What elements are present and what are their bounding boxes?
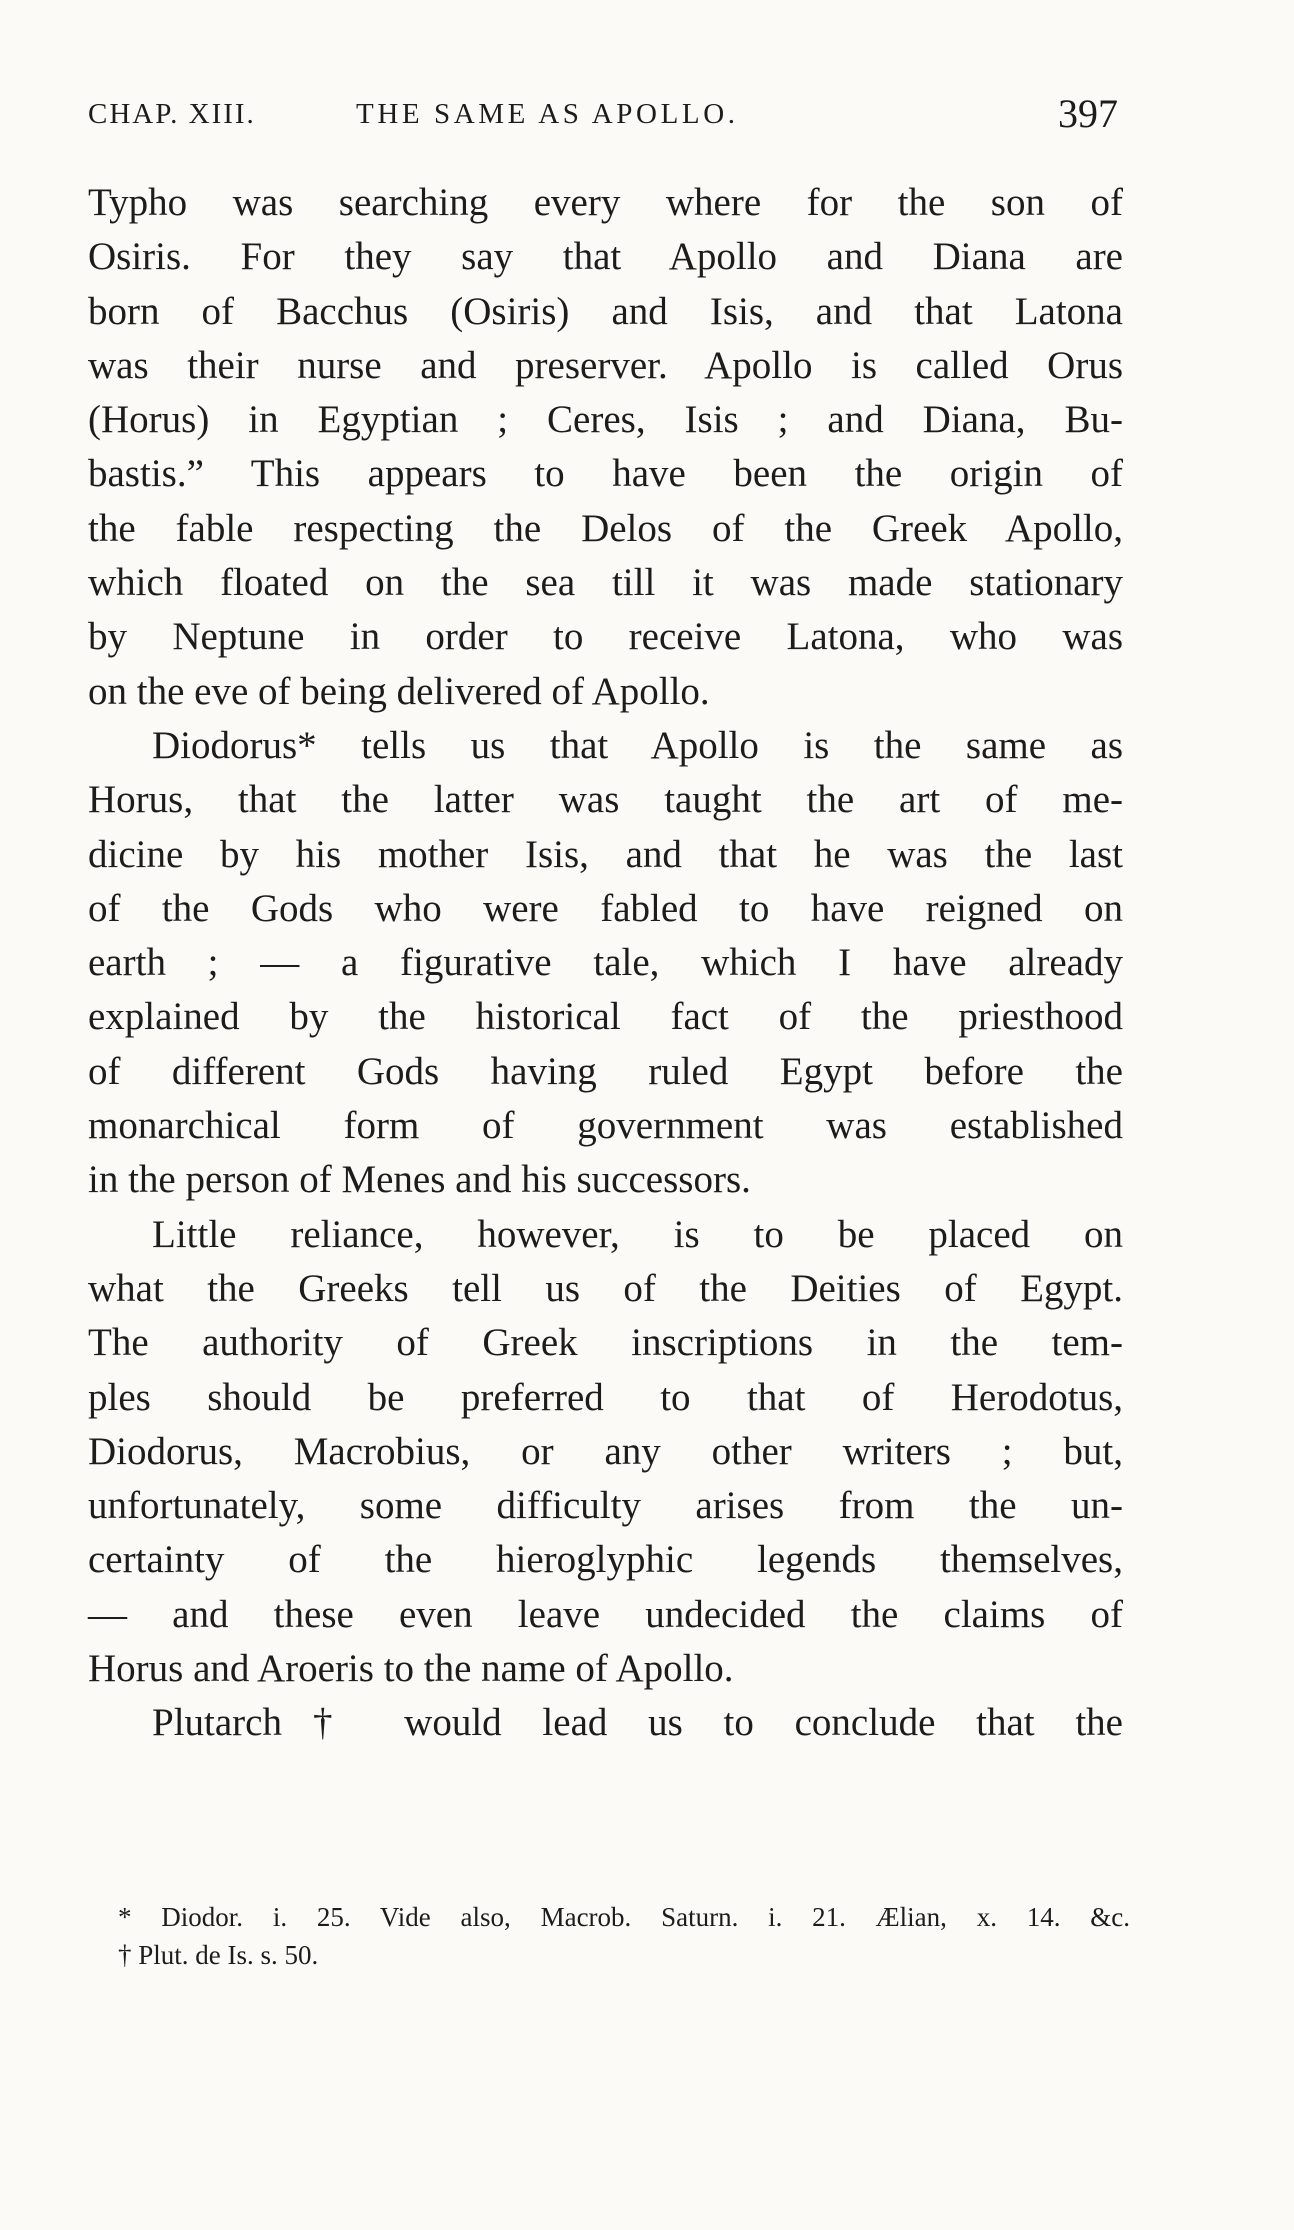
text-line: Diodorus, Macrobius, or any other writers ; but, — [88, 1429, 1123, 1473]
text-line: of different Gods having ruled Egypt before the — [88, 1049, 1123, 1093]
page-number: 397 — [1058, 91, 1118, 136]
footnote: † Plut. de Is. s. 50. — [118, 1940, 319, 1970]
text-line: Horus and Aroeris to the name of Apollo. — [88, 1647, 734, 1691]
text-line: Osiris. For they say that Apollo and Diana are — [88, 235, 1123, 279]
footnote: * Diodor. i. 25. Vide also, Macrob. Saturn. i. 21. Ælian, x. 14. &c. — [118, 1902, 1130, 1932]
text-line: monarchical form of government was established — [88, 1104, 1123, 1148]
chapter-label: CHAP. XIII. — [88, 98, 256, 130]
text-line: on the eve of being delivered of Apollo. — [88, 669, 710, 713]
main-text — [88, 176, 1123, 1751]
footnotes — [118, 1898, 1130, 1974]
text-line: of the Gods who were fabled to have reigned on — [88, 886, 1123, 930]
text-line: explained by the historical fact of the priesthood — [88, 995, 1123, 1039]
text-line: earth ; — a figurative tale, which I have already — [88, 941, 1123, 985]
text-line: in the person of Menes and his successors. — [88, 1158, 751, 1202]
text-line: Horus, that the latter was taught the art of me- — [88, 778, 1123, 822]
text-line: dicine by his mother Isis, and that he was the last — [88, 832, 1123, 876]
text-line: ples should be preferred to that of Herodotus, — [88, 1375, 1123, 1419]
text-line: unfortunately, some difficulty arises from the un- — [88, 1484, 1123, 1528]
text-line: by Neptune in order to receive Latona, who was — [88, 615, 1123, 659]
paragraph-start-line: Diodorus* tells us that Apollo is the same as — [152, 723, 1123, 767]
text-line: The authority of Greek inscriptions in the tem- — [88, 1321, 1123, 1365]
text-line: which floated on the sea till it was made stationary — [88, 561, 1123, 605]
text-line: Typho was searching every where for the son of — [88, 181, 1123, 224]
text-line: what the Greeks tell us of the Deities of Egypt. — [88, 1266, 1123, 1310]
text-line: was their nurse and preserver. Apollo is called Orus — [88, 343, 1123, 387]
text-line: certainty of the hieroglyphic legends themselves, — [88, 1538, 1123, 1582]
running-header — [88, 90, 1118, 138]
paragraph-start-line: Little reliance, however, is to be placed on — [152, 1212, 1123, 1256]
text-line: bastis.” This appears to have been the origin of — [88, 452, 1123, 496]
paragraph-start-line: Plutarch† would lead us to conclude that the — [152, 1701, 1123, 1745]
text-line: — and these even leave undecided the claims of — [88, 1592, 1123, 1636]
text-line: (Horus) in Egyptian ; Ceres, Isis ; and Diana, Bu- — [88, 398, 1123, 442]
text-line: the fable respecting the Delos of the Greek Apollo, — [88, 506, 1123, 550]
text-line: born of Bacchus (Osiris) and Isis, and that Latona — [88, 289, 1123, 333]
running-title: THE SAME AS APOLLO. — [356, 98, 739, 130]
